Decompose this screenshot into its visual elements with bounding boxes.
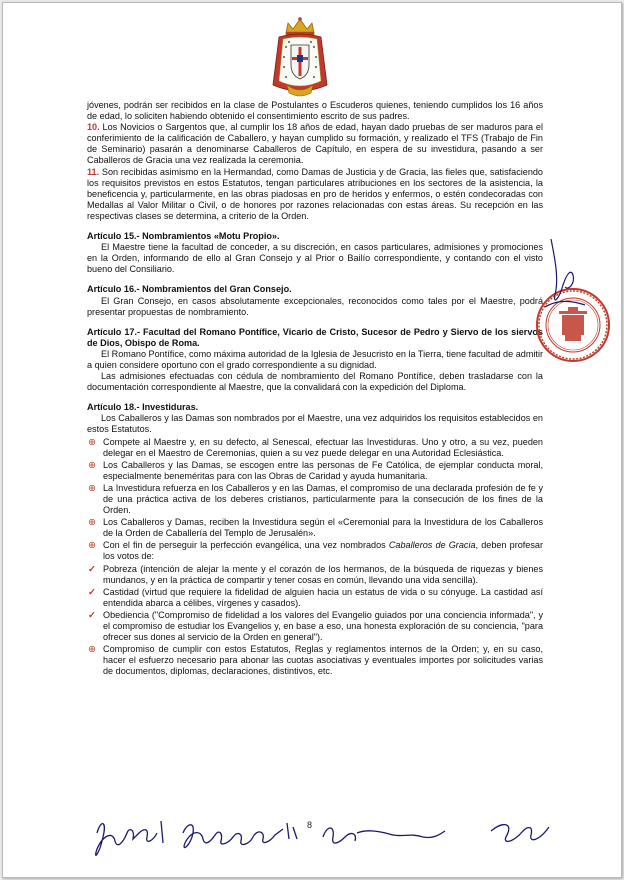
red-cross-bullet-icon: ⊕	[88, 436, 96, 448]
clause-11	[87, 167, 543, 222]
list-item: ⊕ Compete al Maestre y, en su defecto, al Senescal, efectuar las Investiduras. Uno y otro, a su vez, pueden delegar en el Maestro de Ceremonias, quien a su vez puede delegar en una Autoridad Eclesiástica.	[88, 436, 543, 458]
article-17-title: Artículo 17.- Facultad del Romano Pontífice, Vicario de Cristo, Sucesor de Pedro y Siervo de los siervos de Dios, Obispo de Roma.	[87, 326, 543, 348]
article-16-title: Artículo 16.- Nombramientos del Gran Consejo.	[87, 284, 292, 295]
list-item: ⊕ Con el fin de perseguir la perfección evangélica, una vez nombrados Caballeros de Gracia, deben profesar los votos de:	[88, 540, 543, 562]
red-cross-bullet-icon: ⊕	[88, 482, 96, 494]
article-16-body: El Gran Consejo, en casos absolutamente excepcionales, reconocidos como tales por el Maestre, podrá presentar propuestas de nombramiento.	[87, 295, 543, 317]
emphasis-text: Caballeros de Gracia	[388, 540, 476, 551]
heraldic-crest-icon	[269, 15, 331, 103]
page-number: 8	[307, 820, 313, 830]
article-17-body-1: El Romano Pontífice, como máxima autoridad de la Iglesia de Jesucristo en la Tierra, tiene facultad de admitir a quien considere oportuno con el grado correspondiente a su dignidad.	[87, 348, 543, 370]
list-item: ⊕ Los Caballeros y Damas, reciben la Investidura según el «Ceremonial para la Investidura de los Caballeros de la Orden de Caballería del Templo de Jerusalén».	[88, 517, 543, 539]
red-cross-bullet-icon: ⊕	[88, 459, 96, 471]
clause-text: Son recibidas asimismo en la Hermandad, como Damas de Justicia y de Gracia, las fieles que, satisfaciendo los requisitos previstos en estos Estatutos, tengan particulares atribuciones en los sectores de la asistencia, la beneficencia y, particularmente, en las obras piadosas en pro de heridos y enfermos, o estén condecoradas con Medallas al Valor Militar o Civil, o de honores por razones relacionadas con estas áreas. Su recepción en las respectivas clases se determina, a criterio de la Orden.	[87, 166, 543, 221]
signatures-icon	[83, 803, 563, 873]
vow-item: ✓ Castidad (virtud que requiere la fidelidad de alguien hacia un estatus de vida o su cónyuge. La castidad así entendida abarca a célibes, vírgenes y casados).	[88, 586, 543, 608]
article-15-body: El Maestre tiene la facultad de conceder, a su discreción, en casos particulares, admisiones y promociones en la Orden, informando de ello al Gran Consejo y al Prior o Bailío correspondiente, y contando con el visto bueno del Consiliario.	[87, 242, 543, 275]
clause-number: 10.	[87, 122, 100, 133]
article-18-title: Artículo 18.- Investiduras.	[87, 402, 199, 413]
list-item: ⊕ La Investidura refuerza en los Caballeros y en las Damas, el compromiso de una declarada profesión de fe y de una práctica activa de los deberes cristianos, particularmente para la consecución de los fines de la Orden.	[88, 482, 543, 516]
clause-text: Los Novicios o Sargentos que, al cumplir los 18 años de edad, hayan dado pruebas de ser maduros para el conferimiento de la calificación de Caballero, y hayan cumplido su formación, y realizado el TFS (Trabajo de Fin de Seminario) pasarán a denominarse Caballeros de Capítulo, en espera de su investidura, pasando a ser Caballeros de Gracia una vez realizada la ceremonia.	[87, 122, 543, 166]
red-cross-bullet-icon: ⊕	[88, 517, 96, 529]
article-18-body: Los Caballeros y las Damas son nombrados por el Maestre, una vez adquiridos los requisitos establecidos en estos Estatutos.	[87, 413, 543, 435]
vow-item: ✓ Obediencia ("Compromiso de fidelidad a los valores del Evangelio guiados por una conciencia informada", y el compromiso de estudiar los Evangelios y, en base a eso, una honesta exploración de su conciencia, "para ofrecer sus dones al servicio de la Orden en general").	[88, 609, 543, 643]
list-item: ⊕ Los Caballeros y las Damas, se escogen entre las personas de Fe Católica, de ejemplar conducta moral, especialmente beneméritas para con las Obras de Caridad y ayuda humanitaria.	[88, 459, 543, 481]
vow-item: ✓ Pobreza (intención de alejar la mente y el corazón de los hermanos, de la búsqueda de riquezas y bienes mundanos, y en la práctica de compartir y tener cosas en común, llevando una vida sencilla).	[88, 563, 543, 585]
red-cross-bullet-icon: ⊕	[88, 644, 96, 656]
clause-10	[87, 122, 543, 166]
document-body	[87, 100, 543, 678]
list-item: ⊕ Compromiso de cumplir con estos Estatutos, Reglas y reglamentos internos de la Orden; y, en su caso, hacer el esfuerzo necesario para abonar las cuotas asociativas y eventuales importes por solicitudes varias de documentos, diplomas, declaraciones, distintivos, etc.	[88, 644, 543, 677]
red-cross-bullet-icon: ⊕	[88, 540, 96, 552]
document-page	[2, 2, 622, 878]
article-17-body-2: Las admisiones efectuadas con cédula de nombramiento del Romano Pontífice, deben trasladarse con la documentación correspondiente al Maestre, que la convalidará con la expedición del Diploma.	[87, 371, 543, 393]
clause-number: 11.	[87, 166, 100, 177]
article-15-title: Artículo 15.- Nombramientos «Motu Propio».	[87, 231, 280, 242]
checkmark-icon: ✓	[88, 586, 96, 598]
checkmark-icon: ✓	[88, 563, 96, 575]
official-seal-icon	[515, 229, 611, 363]
intro-paragraph: jóvenes, podrán ser recibidos en la clase de Postulantes o Escuderos quienes, teniendo cumplidos los 16 años de edad, lo soliciten habiendo obtenido el consentimiento escrito de sus padres.	[87, 100, 543, 122]
checkmark-icon: ✓	[88, 609, 96, 621]
